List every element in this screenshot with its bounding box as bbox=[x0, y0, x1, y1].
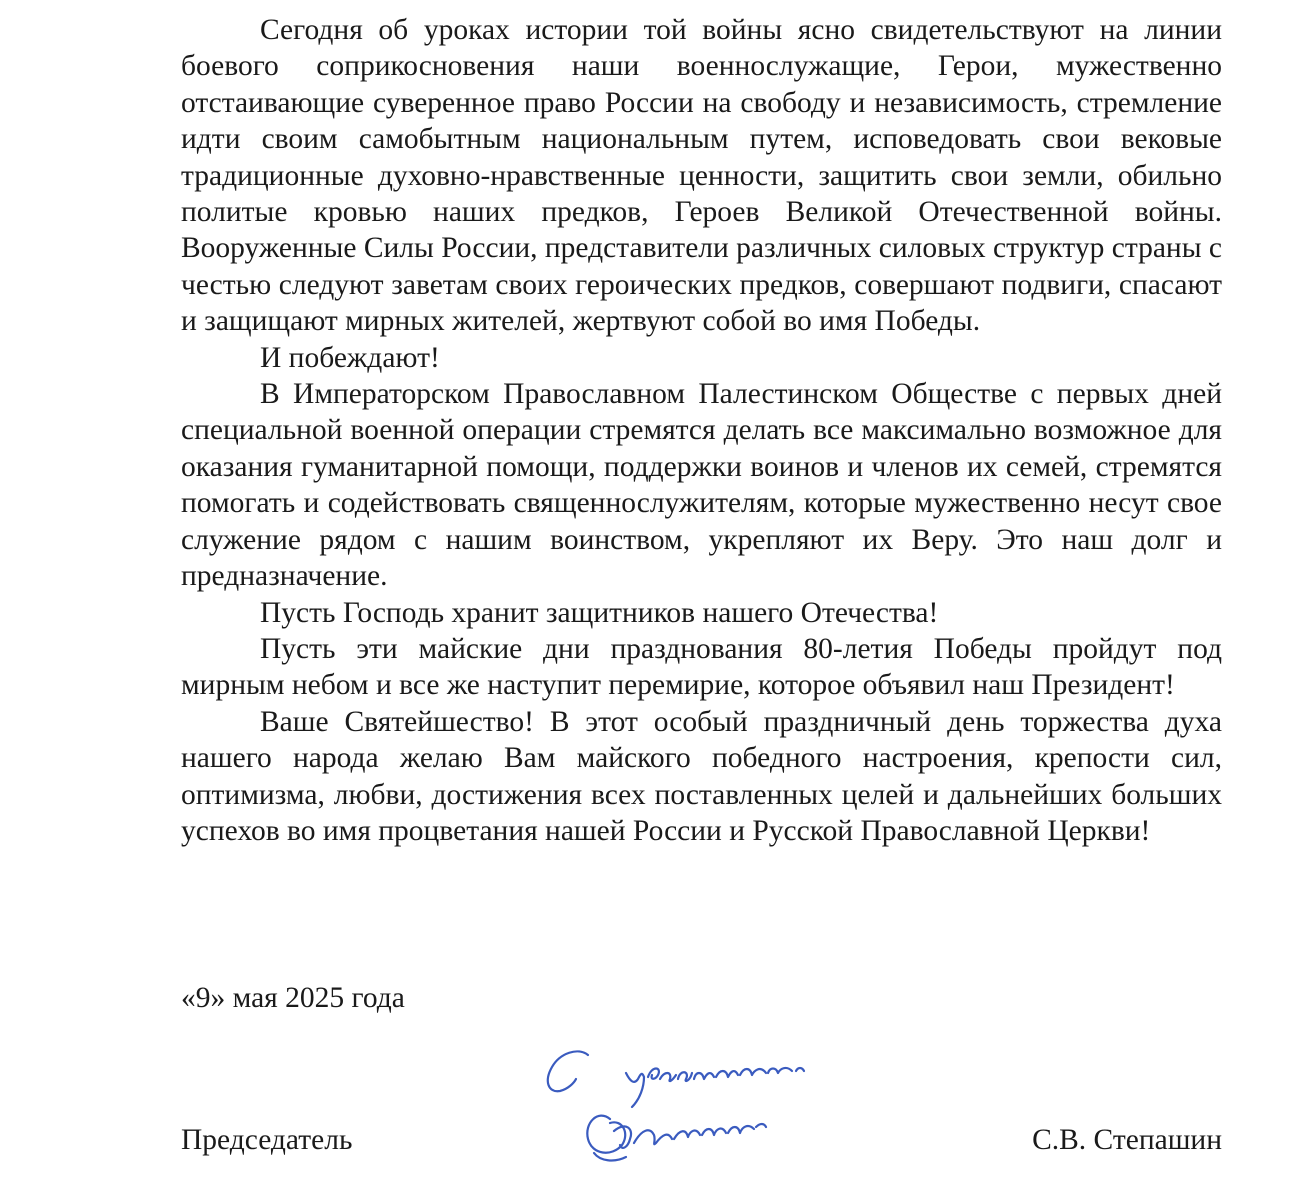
signature-block bbox=[181, 1122, 1222, 1162]
signer-name: С.В. Степашин bbox=[1032, 1124, 1222, 1156]
paragraph-may-days: Пусть эти майские дни празднования 80-летия Победы пройдут под мирным небом и все же наступит перемирие, которое объявил наш Президент! bbox=[181, 632, 1222, 702]
paragraph-holiness-wishes: Ваше Святейшество! В этот особый праздничный день торжества духа нашего народа желаю Вам майского победного настроения, крепости сил, оптимизма, любви, достижения всех поставленных целей и дальнейших больших успехов во имя процветания нашей России и Русской Православной Церкви! bbox=[181, 705, 1222, 847]
position-title: Председатель bbox=[181, 1124, 353, 1156]
paragraph-war-lessons: Сегодня об уроках истории той войны ясно свидетельствуют на линии боевого соприкосновения наши военнослужащие, Герои, мужественно отстаивающие суверенное право России на свободу и независимость, стремление идти своим самобытным национальным путем, исповедовать свои вековые традиционные духовно-нравственные ценности, защитить свои земли, обильно политые кровью наших предков, Героев Великой Отечественной войны. Вооруженные Силы России, представители различных силовых структур страны с честью следуют заветам своих героических предков, совершают подвиги, спасают и защищают мирных жителей, жертвуют собой во имя Победы. bbox=[181, 14, 1223, 338]
paragraph-and-they-win: И побеждают! bbox=[260, 341, 440, 374]
letter-body bbox=[181, 12, 1222, 849]
letter-date: «9» мая 2025 года bbox=[181, 982, 405, 1014]
paragraph-lord-protect: Пусть Господь хранит защитников нашего Отечества! bbox=[260, 596, 939, 629]
paragraph-palestine-society: В Императорском Православном Палестинском Обществе с первых дней специальной военной операции стремятся делать все максимально возможное для оказания гуманитарной помощи, поддержки воинов и членов их семей, стремятся помогать и содействовать священнослужителям, которые мужественно несут свое служение рядом с нашим воинством, укрепляют их Веру. Это наш долг и предназначение. bbox=[181, 378, 1222, 593]
